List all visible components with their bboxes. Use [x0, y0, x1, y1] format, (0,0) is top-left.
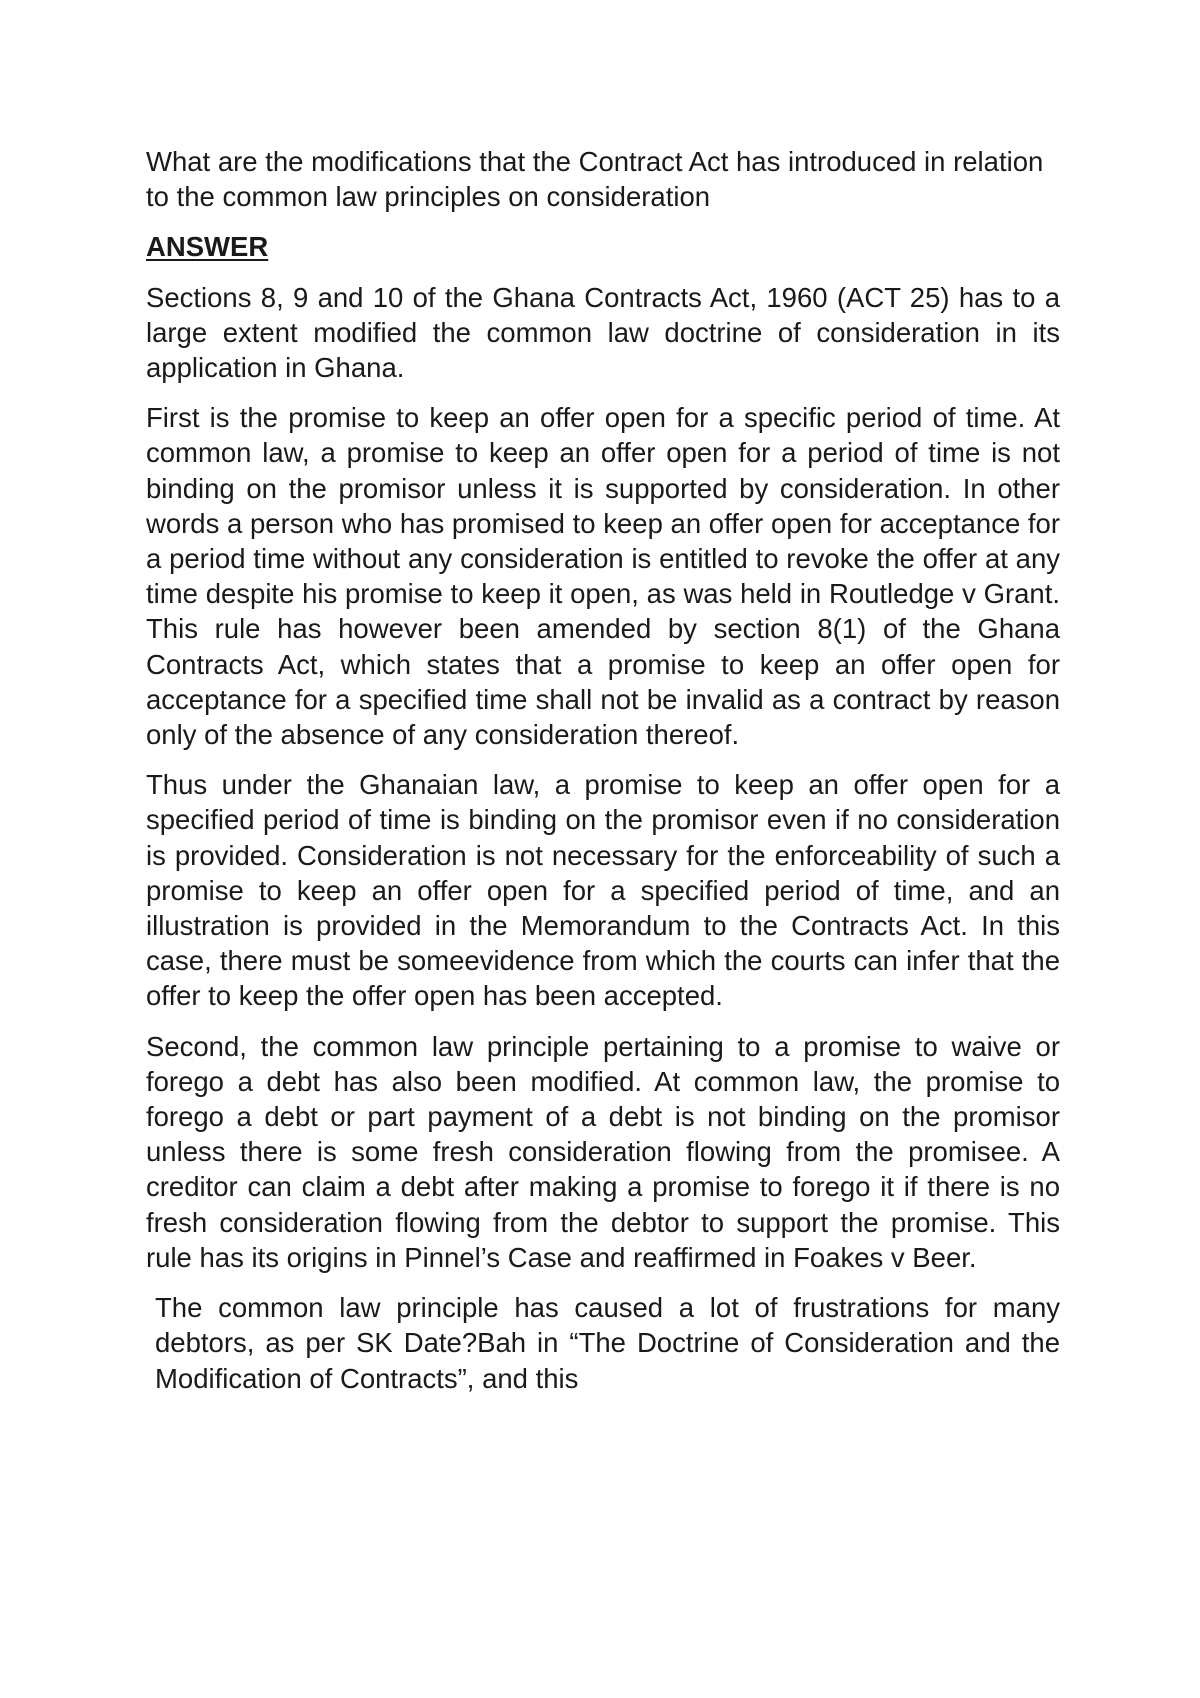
answer-heading: ANSWER — [146, 231, 269, 263]
paragraph-forego-debt: Second, the common law principle pertaining to a promise to waive or forego a debt has also been modified. At common law, the promise to forego a debt or part payment of a debt is not binding on the promisor unless there is some fresh consideration flowing from the promisee. A creditor can claim a debt after making a promise to forego it if there is no fresh consideration flowing from the debtor to support the promise. This rule has its origins in Pinnel’s Case and reaffirmed in Foakes v Beer. — [146, 1030, 1060, 1273]
paragraph-frustrations: The common law principle has caused a lot of frustrations for many debtors, as per SK Date?Bah in “The Doctrine of Consideration and the Modification of Contracts”, and this — [155, 1292, 1060, 1394]
question-text: What are the modifications that the Contract Act has introduced in relation to the common law principles on consideration — [146, 146, 1044, 213]
paragraph-ghanaian-law: Thus under the Ghanaian law, a promise to keep an offer open for a specified period of time is binding on the promisor even if no consideration is provided. Consideration is not necessary for the enforceability of such a promise to keep an offer open for a specified period of time, and an illustration is provided in the Memorandum to the Contracts Act. In this case, there must be someevidence from which the courts can infer that the offer to keep the offer open has been accepted. — [146, 769, 1060, 1012]
paragraph-offer-open: First is the promise to keep an offer open for a specific period of time. At common law, a promise to keep an offer open for a period of time is not binding on the promisor unless it is supported by consideration. In other words a person who has promised to keep an offer open for acceptance for a period time without any consideration is entitled to revoke the offer at any time despite his promise to keep it open, as was held in Routledge v Grant. This rule has however been amended by section 8(1) of the Ghana Contracts Act, which states that a promise to keep an offer open for acceptance for a specified time shall not be invalid as a contract by reason only of the absence of any consideration thereof. — [146, 402, 1060, 751]
document-body — [146, 144, 1060, 1411]
paragraph-sections: Sections 8, 9 and 10 of the Ghana Contracts Act, 1960 (ACT 25) has to a large extent modified the common law doctrine of consideration in its application in Ghana. — [146, 281, 1060, 384]
